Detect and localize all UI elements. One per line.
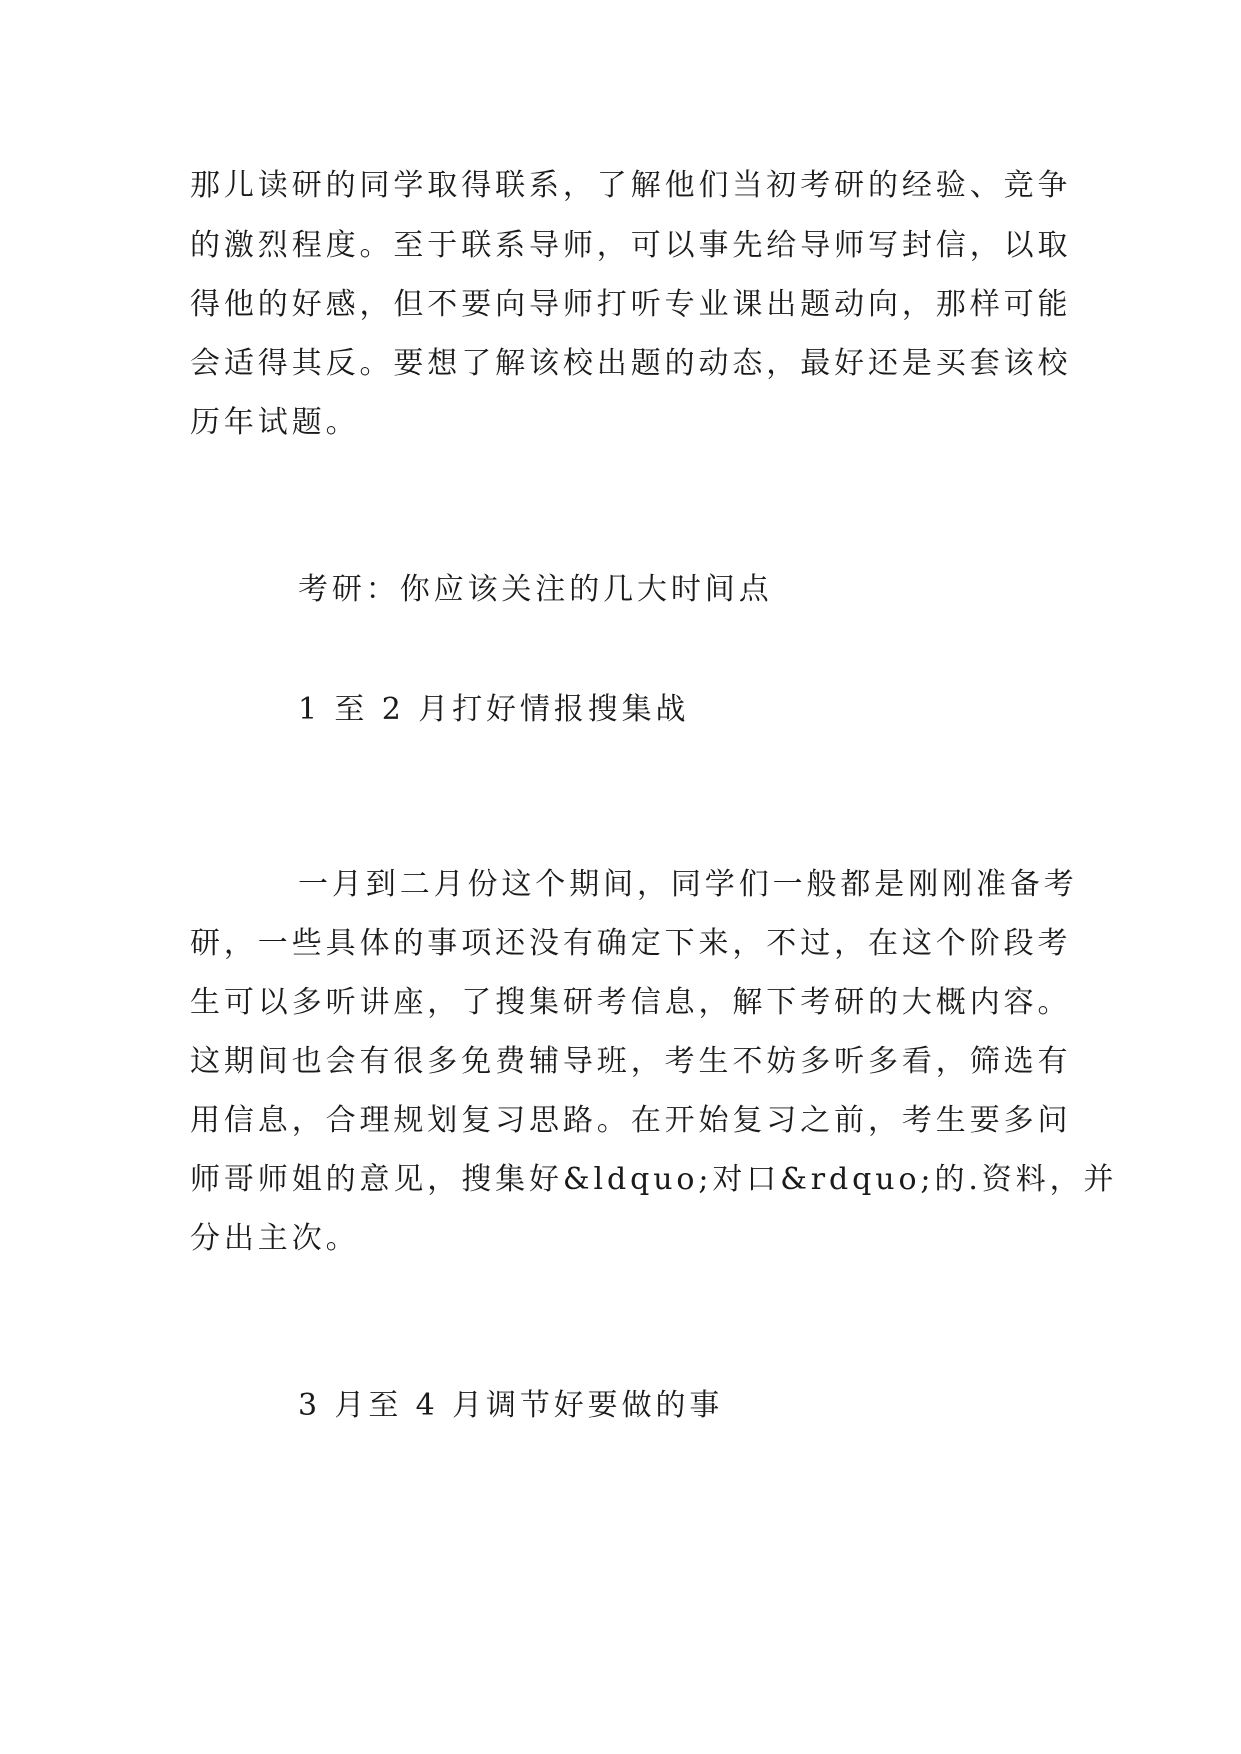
document-title: 考研：你应该关注的几大时间点 [298, 572, 773, 607]
paragraph-line: 一月到二月份这个期间，同学们一般都是刚刚准备考 [298, 867, 1078, 902]
section-heading: 1 至 2 月打好情报搜集战 [298, 692, 690, 727]
paragraph-line: 这期间也会有很多免费辅导班，考生不妨多听多看，筛选有 [190, 1044, 1072, 1079]
paragraph-line: 得他的好感，但不要向导师打听专业课出题动向，那样可能 [190, 287, 1072, 322]
paragraph-line: 那儿读研的同学取得联系，了解他们当初考研的经验、竞争 [190, 168, 1072, 203]
paragraph-line: 生可以多听讲座，了搜集研考信息，解下考研的大概内容。 [190, 985, 1072, 1020]
section-heading: 3 月至 4 月调节好要做的事 [298, 1388, 724, 1423]
paragraph-line: 师哥师姐的意见，搜集好&ldquo;对口&rdquo;的.资料，并 [190, 1162, 1118, 1197]
paragraph-line: 研，一些具体的事项还没有确定下来，不过，在这个阶段考 [190, 926, 1072, 961]
paragraph-line: 分出主次。 [190, 1221, 360, 1256]
paragraph-line: 的激烈程度。至于联系导师，可以事先给导师写封信，以取 [190, 228, 1072, 263]
paragraph-line: 历年试题。 [190, 405, 360, 440]
paragraph-line: 会适得其反。要想了解该校出题的动态，最好还是买套该校 [190, 346, 1072, 381]
paragraph-line: 用信息，合理规划复习思路。在开始复习之前，考生要多问 [190, 1103, 1072, 1138]
